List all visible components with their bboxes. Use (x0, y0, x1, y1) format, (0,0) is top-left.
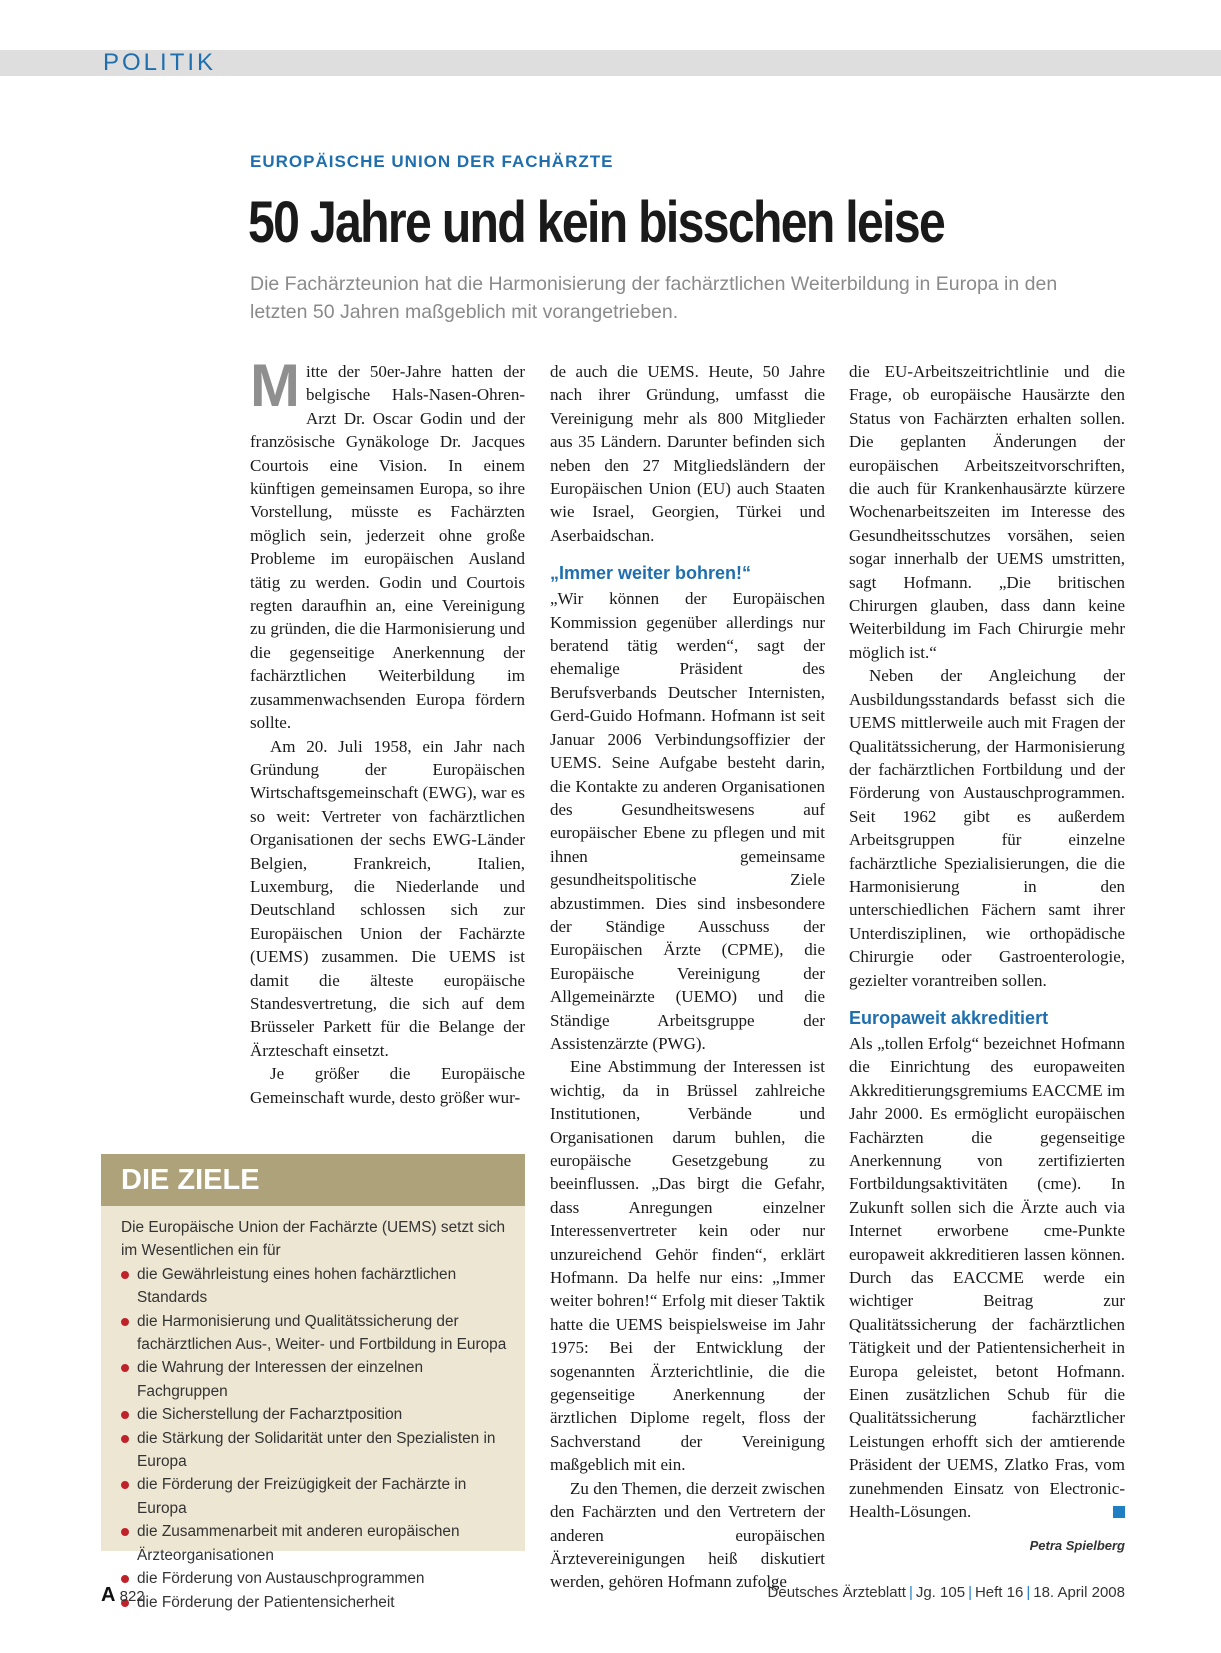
paragraph-8 (849, 1032, 1125, 1524)
standfirst: Die Fachärzteunion hat die Harmonisierung der fachärztlichen Weiterbildung in Europa in den letzten 50 Jahren maßgeblich mit vorangetrieben. (250, 273, 1058, 323)
end-square-icon (1113, 1506, 1125, 1518)
list-item (121, 1427, 511, 1474)
bullet-icon (121, 1481, 129, 1489)
subhead-immer-weiter-bohren: „Immer weiter bohren!“ (550, 563, 752, 584)
footer-page-number (101, 1584, 145, 1607)
list-item-text: die Stärkung der Solidarität unter den Spezialisten in Europa (137, 1429, 496, 1471)
bullet-icon (121, 1364, 129, 1372)
journal-volume: Jg. 105 (915, 1584, 966, 1601)
list-item-text: die Gewährleistung eines hohen fachärztlichen Standards (137, 1265, 457, 1307)
subhead-europaweit-akkreditiert: Europaweit akkreditiert (849, 1007, 1049, 1028)
list-item-text: die Sicherstellung der Facharztposition (137, 1406, 403, 1424)
list-item (121, 1520, 511, 1567)
section-label: POLITIK (103, 49, 217, 76)
journal-date: 18. April 2008 (1033, 1584, 1125, 1601)
journal-name: Deutsches Ärzteblatt (767, 1584, 906, 1601)
article-column-2 (550, 360, 825, 1594)
footer-publication (768, 1584, 1125, 1601)
headline: 50 Jahre und kein bisschen leise (248, 190, 945, 255)
article-column-1 (250, 352, 525, 1109)
bullet-icon (121, 1411, 129, 1419)
goals-box-body (101, 1206, 525, 1614)
list-item (121, 1263, 511, 1310)
goals-box-title: DIE ZIELE (101, 1154, 525, 1206)
list-item (121, 1591, 511, 1614)
dropcap: M (250, 352, 300, 419)
list-item (121, 1403, 511, 1426)
list-item (121, 1473, 511, 1520)
journal-issue: Heft 16 (974, 1584, 1024, 1601)
separator: | (968, 1584, 972, 1601)
goals-list (121, 1263, 511, 1614)
list-item-text: die Förderung von Austauschprogrammen (137, 1570, 425, 1588)
bullet-icon (121, 1435, 129, 1443)
paragraph-6-end: die EU-Arbeitszeitrichtlinie und die Frage, ob europäische Hausärzte den Status von Fachärzten erhalten sollen. Die geplanten Änderungen der europäischen Arbeitszeitvorschriften, die auch für Krankenhausärzte kürzere Wochenarbeitszeiten im Interesse des Gesundheitsschutzes vorsähen, seien sogar innerhalb der UEMS umstritten, sagt Hofmann. „Die britischen Chirurgen glauben, dass dann keine Weiterbildung im Fach Chirurgie mehr möglich ist.“ (849, 362, 1125, 662)
bullet-icon (121, 1575, 129, 1583)
paragraph-8-text: Als „tollen Erfolg“ bezeichnet Hofmann die Einrichtung des europaweiten Akkreditierungsgremiums EACCME im Jahr 2000. Es ermöglicht europäischen Fachärzten die gegenseitige Anerkennung von zertifizierten Fortbildungsaktivitäten (cme). In Zukunft sollen sich die Ärzte auch via Internet erworbene cme-Punkte europaweit akkreditieren lassen können. Durch das EACCME werde ein wichtiger Beitrag zur Qualitätssicherung der fachärztlichen Tätigkeit und der Patientensicherheit in Europa geleistet, betont Hofmann. Einen zusätzlichen Schub für die Qualitätssicherung fachärztlicher Leistungen erhofft sich der amtierende Präsident der UEMS, Zlatko Fras, vom zunehmenden Einsatz von Electronic-Health-Lösungen. (849, 1033, 1125, 1522)
list-item-text: die Zusammenarbeit mit anderen europäischen Ärzteorganisationen (137, 1523, 460, 1564)
goals-box-intro: Die Europäische Union der Fachärzte (UEMS) setzt sich im Wesentlichen ein für (121, 1219, 506, 1260)
paragraph-2: Am 20. Juli 1958, ein Jahr nach Gründung der Europäischen Wirtschaftsgemeinschaft (EWG), war es so weit: Vertreter von fachärztlichen Organisationen der sechs EWG-Länder Belgien, Frankreich, Italien, Luxemburg, die Niederlande und Deutschland schlossen sich zur Europäischen Union der Fachärzte (UEMS) zusammen. Die UEMS ist damit die älteste europäische Standesvertretung, die sich auf dem Brüsseler Parkett für die Belange der Ärzteschaft einsetzt. (250, 736, 525, 1060)
list-item-text: die Förderung der Patientensicherheit (137, 1593, 395, 1611)
paragraph-1 (250, 352, 525, 735)
list-item (121, 1356, 511, 1403)
page-letter: A (101, 1584, 116, 1606)
kicker: EUROPÄISCHE UNION DER FACHÄRZTE (250, 152, 614, 171)
paragraph-4: „Wir können der Europäischen Kommission gegenüber allerdings nur beratend tätig werden“, sagt der ehemalige Präsident des Berufsverbands Deutscher Internisten, Gerd-Guido Hofmann. Hofmann ist seit Januar 2006 Verbindungsoffizier der UEMS. Seine Aufgabe besteht darin, die Kontakte zu anderen Organisationen des Gesundheitswesens auf europäischer Ebene zu pflegen und mit ihnen gemeinsame gesundheitspolitische Ziele abzustimmen. Dies sind insbesondere der Ständige Ausschuss der Europäischen Ärzte (CPME), die Europäische Vereinigung der Allgemeinärzte (UEMO) und die Ständige Arbeitsgruppe der Assistenzärzte (PWG). (550, 589, 825, 1053)
paragraph-6-start: Zu den Themen, die derzeit zwischen den Fachärzten und den Vertretern der anderen europäischen Ärztevereinigungen heiß diskutiert werden, gehören Hofmann zufolge (550, 1478, 825, 1592)
list-item (121, 1567, 511, 1590)
list-item-text: die Harmonisierung und Qualitätssicherung der fachärztlichen Aus-, Weiter- und Fortbildung in Europa (137, 1312, 507, 1354)
article-column-3 (849, 360, 1125, 1524)
paragraph-7: Neben der Angleichung der Ausbildungsstandards befasst sich die UEMS mittlerweile auch mit Fragen der Qualitätssicherung, der Harmonisierung der fachärztlichen Fortbildung und der Förderung von Austauschprogrammen. Seit 1962 gibt es außerdem Arbeitsgruppen für einzelne fachärztliche Spezialisierungen, die die Harmonisierung in den unterschiedlichen Fächern samt ihrer Unterdisziplinen, wie orthopädische Chirurgie oder Gastroenterologie, gezielter vorantreiben sollen. (849, 666, 1125, 990)
separator: | (908, 1584, 913, 1601)
list-item-text: die Förderung der Freizügigkeit der Fachärzte in Europa (137, 1476, 467, 1517)
bullet-icon (121, 1318, 129, 1326)
paragraph-5: Eine Abstimmung der Interessen ist wichtig, da in Brüssel zahlreiche Institutionen, Verbände und Organisationen darum buhlen, die europäische Gesetzgebung zu beeinflussen. „Das birgt die Gefahr, dass Anregungen einzelner Interessenvertreter kein oder nur unzureichend Gehör finden“, erklärt Hofmann. Da helfe nur eins: „Immer weiter bohren!“ Erfolg mit dieser Taktik hatte die UEMS beispielsweise im Jahr 1975: Bei der Entwicklung der sogenannten Ärzterichtlinie, die die gegenseitige Anerkennung der ärztlichen Diplome regelt, floss der Sachverstand der Vereinigung maßgeblich mit ein. (550, 1057, 825, 1475)
page-number: 822 (119, 1588, 145, 1605)
bullet-icon (121, 1528, 129, 1536)
paragraph-3-end: de auch die UEMS. Heute, 50 Jahre nach ihrer Gründung, umfasst die Vereinigung mehr als 800 Mitglieder aus 35 Ländern. Darunter befinden sich neben den 27 Mitgliedsländern der Europäischen Union (EU) auch Staaten wie Israel, Georgien, Türkei und Aserbaidschan. (550, 362, 825, 545)
list-item-text: die Wahrung der Interessen der einzelnen Fachgruppen (137, 1359, 424, 1400)
bullet-icon (121, 1271, 129, 1279)
list-item (121, 1310, 511, 1357)
byline: Petra Spielberg (1029, 1538, 1125, 1553)
paragraph-3-start: Je größer die Europäische Gemeinschaft wurde, desto größer wur- (250, 1064, 525, 1107)
paragraph-1-text: itte der 50er-Jahre hatten der belgische Hals-Nasen-Ohren-Arzt Dr. Oscar Godin und der französische Gynäkologe Dr. Jacques Courtois eine Vision. In einem künftigen gemeinsamen Europa, so ihre Vorstellung, müsste es Fachärzten möglich sein, jederzeit ohne große Probleme im europäischen Ausland tätig zu werden. Godin und Courtois regten daraufhin an, eine Vereinigung zu gründen, die die Harmonisierung und die gegenseitige Anerkennung der fachärztlichen Weiterbildung im zusammenwachsenden Europa fördern sollte. (250, 362, 525, 733)
separator: | (1026, 1584, 1031, 1601)
